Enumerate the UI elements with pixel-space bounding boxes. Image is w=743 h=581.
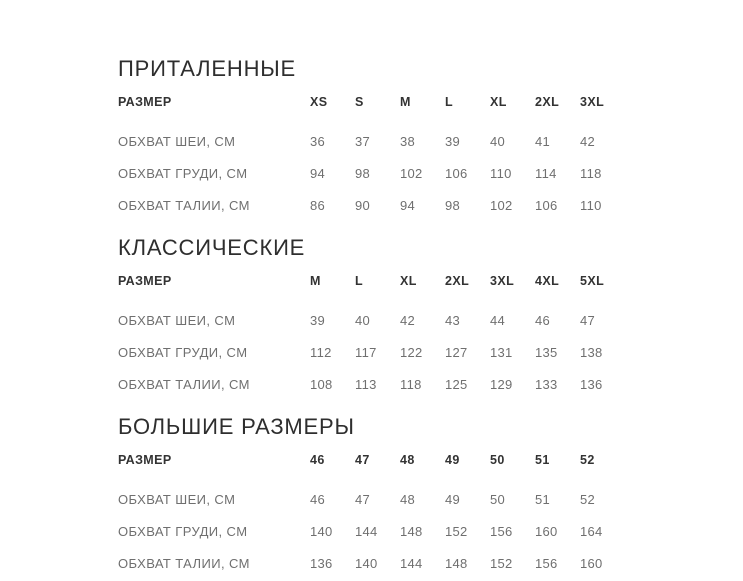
measurement-value: 48 [400,492,416,507]
measurement-row [118,133,743,151]
measurement-row [118,491,743,509]
measurement-value: 140 [355,556,378,571]
measurement-value: 148 [400,524,423,539]
measurement-value: 136 [580,377,603,392]
measurement-value: 51 [535,492,551,507]
measurement-value: 110 [580,198,602,213]
size-column-header: L [355,274,364,288]
table-header-row [118,451,743,469]
measurement-value: 110 [490,166,512,181]
section-title: БОЛЬШИЕ РАЗМЕРЫ [118,414,355,439]
size-column-header: XS [310,95,328,109]
measurement-label: ОБХВАТ ГРУДИ, СМ [118,345,248,360]
measurement-value: 41 [535,134,551,149]
measurement-value: 127 [445,345,468,360]
size-column-header: 2XL [445,274,470,288]
measurement-value: 47 [580,313,596,328]
measurement-row [118,344,743,362]
measurement-value: 39 [310,313,326,328]
measurement-value: 36 [310,134,326,149]
table-header-row [118,93,743,111]
measurement-value: 129 [490,377,513,392]
section-title: ПРИТАЛЕННЫЕ [118,56,297,81]
measurement-label: ОБХВАТ ШЕИ, СМ [118,492,236,507]
measurement-value: 133 [535,377,558,392]
size-header-label: РАЗМЕР [118,453,172,467]
measurement-label: ОБХВАТ ТАЛИИ, СМ [118,556,250,571]
table-header-row [118,272,743,290]
size-column-header: 52 [580,453,595,467]
size-column-header: 51 [535,453,550,467]
measurement-value: 156 [535,556,558,571]
measurement-value: 46 [535,313,551,328]
measurement-value: 117 [355,345,377,360]
size-column-header: 47 [355,453,370,467]
measurement-value: 47 [355,492,371,507]
size-column-header: M [400,95,411,109]
size-column-header: 50 [490,453,505,467]
measurement-value: 152 [445,524,468,539]
measurement-value: 37 [355,134,371,149]
size-table-section-1 [118,234,743,394]
measurement-value: 102 [490,198,513,213]
measurement-row [118,165,743,183]
size-header-label: РАЗМЕР [118,95,172,109]
measurement-value: 40 [490,134,506,149]
measurement-label: ОБХВАТ ГРУДИ, СМ [118,166,248,181]
size-column-header: S [355,95,364,109]
measurement-label: ОБХВАТ ТАЛИИ, СМ [118,198,250,213]
measurement-value: 122 [400,345,423,360]
measurement-value: 112 [310,345,332,360]
measurement-value: 40 [355,313,371,328]
measurement-value: 90 [355,198,371,213]
measurement-value: 38 [400,134,416,149]
measurement-value: 131 [490,345,513,360]
size-column-header: 3XL [490,274,515,288]
measurement-value: 148 [445,556,468,571]
measurement-value: 138 [580,345,603,360]
measurement-row [118,197,743,215]
measurement-value: 144 [355,524,378,539]
measurement-value: 39 [445,134,461,149]
size-column-header: 46 [310,453,325,467]
measurement-value: 49 [445,492,461,507]
measurement-value: 160 [580,556,603,571]
measurement-row [118,376,743,394]
measurement-label: ОБХВАТ ТАЛИИ, СМ [118,377,250,392]
measurement-value: 156 [490,524,513,539]
measurement-value: 152 [490,556,513,571]
measurement-value: 42 [580,134,596,149]
measurement-value: 50 [490,492,506,507]
size-column-header: M [310,274,321,288]
size-column-header: XL [490,95,507,109]
measurement-label: ОБХВАТ ШЕИ, СМ [118,313,236,328]
measurement-value: 98 [445,198,461,213]
measurement-value: 86 [310,198,326,213]
measurement-value: 135 [535,345,558,360]
measurement-value: 94 [400,198,416,213]
measurement-value: 160 [535,524,558,539]
measurement-value: 164 [580,524,603,539]
measurement-value: 94 [310,166,326,181]
measurement-value: 42 [400,313,416,328]
measurement-value: 102 [400,166,423,181]
size-column-header: 49 [445,453,460,467]
measurement-value: 144 [400,556,423,571]
measurement-label: ОБХВАТ ШЕИ, СМ [118,134,236,149]
measurement-value: 106 [535,198,558,213]
measurement-value: 113 [355,377,377,392]
size-column-header: 3XL [580,95,605,109]
measurement-value: 106 [445,166,468,181]
size-column-header: 48 [400,453,415,467]
measurement-value: 114 [535,166,557,181]
measurement-value: 136 [310,556,333,571]
size-table-section-0 [118,55,743,215]
measurement-value: 125 [445,377,468,392]
measurement-value: 98 [355,166,371,181]
measurement-value: 46 [310,492,326,507]
size-column-header: 2XL [535,95,560,109]
size-header-label: РАЗМЕР [118,274,172,288]
size-table-section-2 [118,413,743,573]
size-column-header: 5XL [580,274,605,288]
measurement-value: 118 [580,166,602,181]
measurement-value: 140 [310,524,333,539]
section-title: КЛАССИЧЕСКИЕ [118,235,306,260]
measurement-value: 108 [310,377,333,392]
measurement-row [118,523,743,541]
measurement-label: ОБХВАТ ГРУДИ, СМ [118,524,248,539]
measurement-value: 43 [445,313,461,328]
measurement-row [118,555,743,573]
size-column-header: L [445,95,454,109]
measurement-value: 44 [490,313,506,328]
size-column-header: 4XL [535,274,560,288]
size-column-header: XL [400,274,417,288]
measurement-row [118,312,743,330]
measurement-value: 118 [400,377,422,392]
measurement-value: 52 [580,492,596,507]
